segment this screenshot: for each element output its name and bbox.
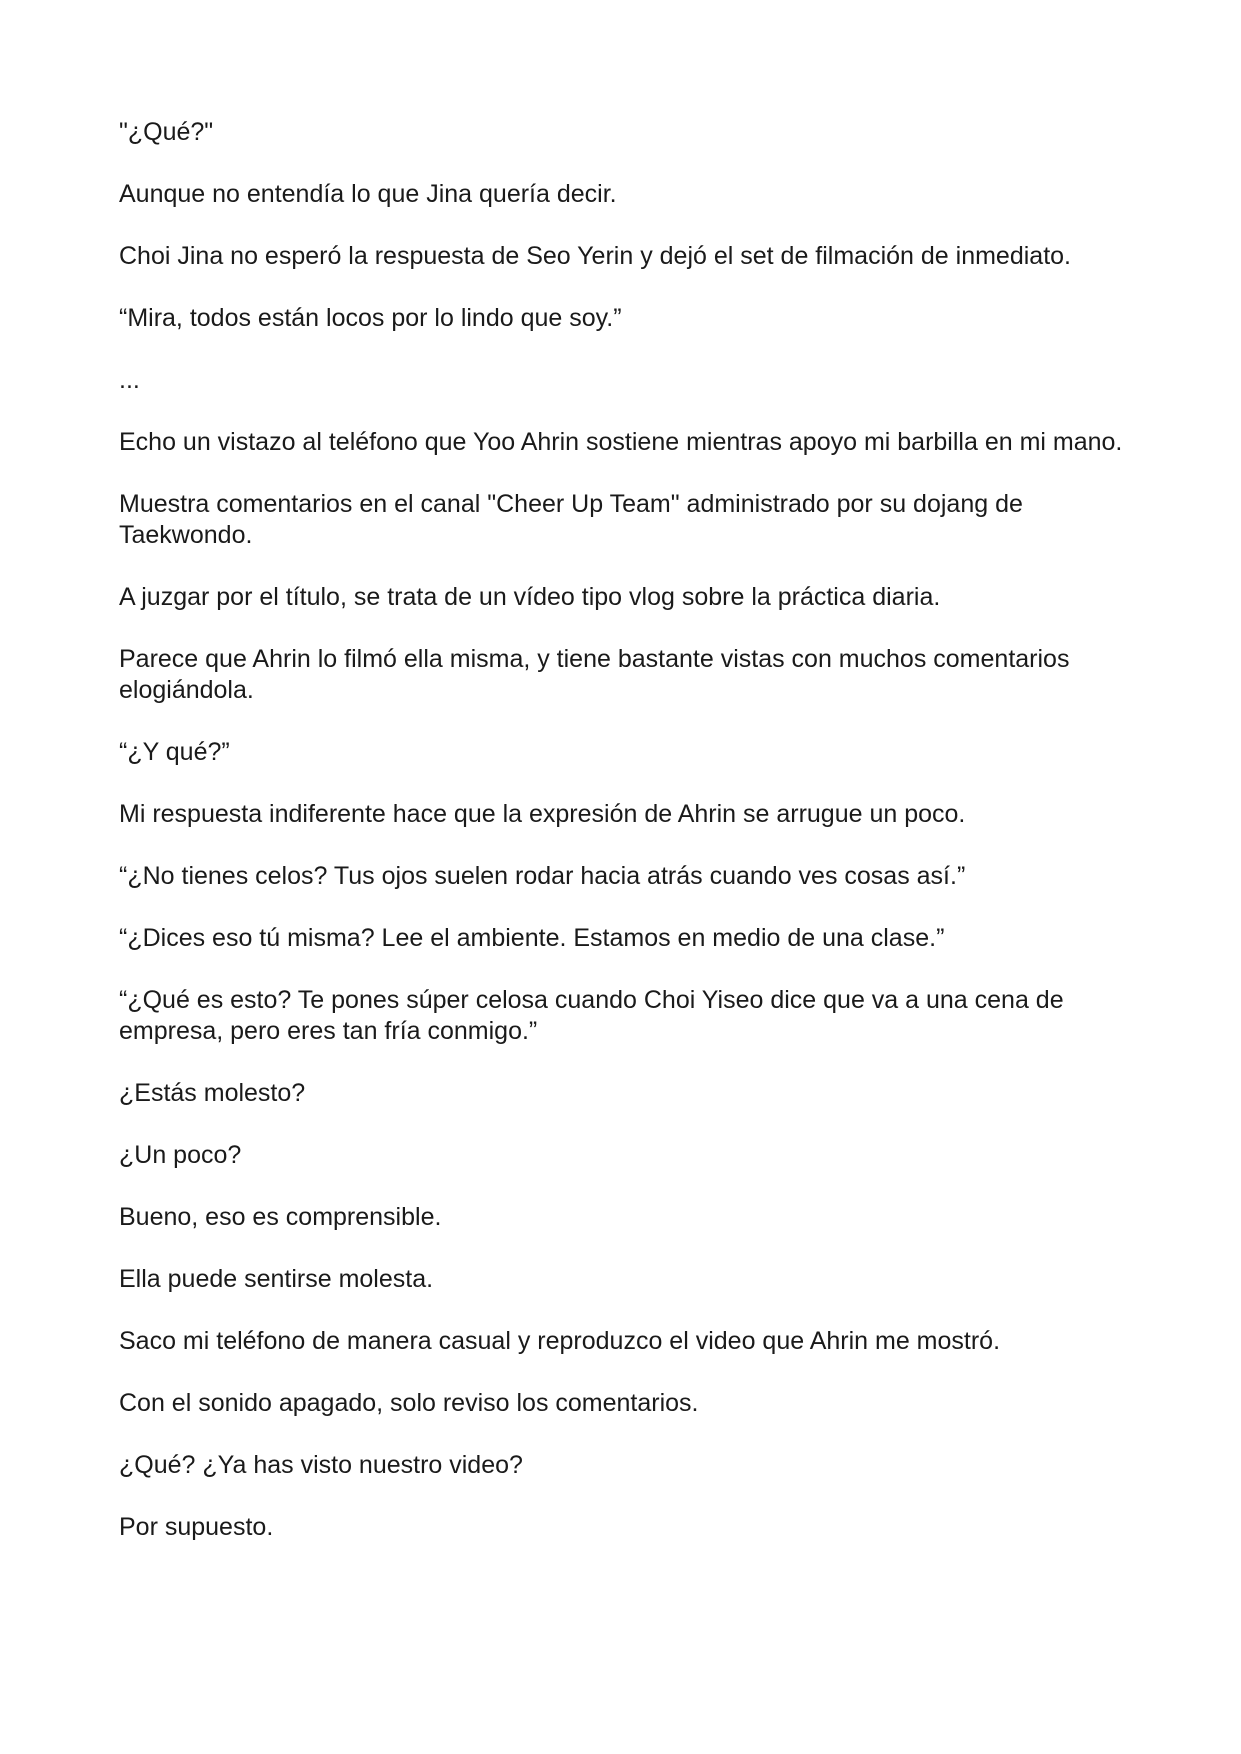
paragraph: ... — [119, 366, 140, 394]
paragraph: “¿Qué es esto? Te pones súper celosa cuando Choi Yiseo dice que va a una cena de empresa, pero eres tan fría conmigo.” — [119, 986, 1064, 1045]
paragraph: Echo un vistazo al teléfono que Yoo Ahrin sostiene mientras apoyo mi barbilla en mi mano. — [119, 428, 1123, 456]
paragraph: Muestra comentarios en el canal "Cheer Up Team" administrado por su dojang de Taekwondo. — [119, 490, 1023, 549]
paragraph: “¿Y qué?” — [119, 738, 230, 766]
paragraph: Choi Jina no esperó la respuesta de Seo Yerin y dejó el set de filmación de inmediato. — [119, 242, 1071, 270]
paragraph: Parece que Ahrin lo filmó ella misma, y tiene bastante vistas con muchos comentarios elogiándola. — [119, 645, 1070, 704]
paragraph: Ella puede sentirse molesta. — [119, 1265, 434, 1293]
paragraph: Bueno, eso es comprensible. — [119, 1203, 442, 1231]
paragraph: A juzgar por el título, se trata de un vídeo tipo vlog sobre la práctica diaria. — [119, 583, 941, 611]
document-body — [119, 117, 1129, 1574]
paragraph: “Mira, todos están locos por lo lindo que soy.” — [119, 304, 622, 332]
paragraph: Por supuesto. — [119, 1513, 274, 1541]
paragraph: ¿Un poco? — [119, 1141, 242, 1169]
paragraph: Mi respuesta indiferente hace que la expresión de Ahrin se arrugue un poco. — [119, 800, 966, 828]
paragraph: “¿No tienes celos? Tus ojos suelen rodar hacia atrás cuando ves cosas así.” — [119, 862, 966, 890]
paragraph: “¿Dices eso tú misma? Lee el ambiente. Estamos en medio de una clase.” — [119, 924, 945, 952]
paragraph: Saco mi teléfono de manera casual y reproduzco el video que Ahrin me mostró. — [119, 1327, 1001, 1355]
paragraph: ¿Qué? ¿Ya has visto nuestro video? — [119, 1451, 523, 1479]
paragraph: ¿Estás molesto? — [119, 1079, 306, 1107]
paragraph: Aunque no entendía lo que Jina quería decir. — [119, 180, 617, 208]
paragraph: "¿Qué?" — [119, 118, 214, 146]
paragraph: Con el sonido apagado, solo reviso los comentarios. — [119, 1389, 699, 1417]
